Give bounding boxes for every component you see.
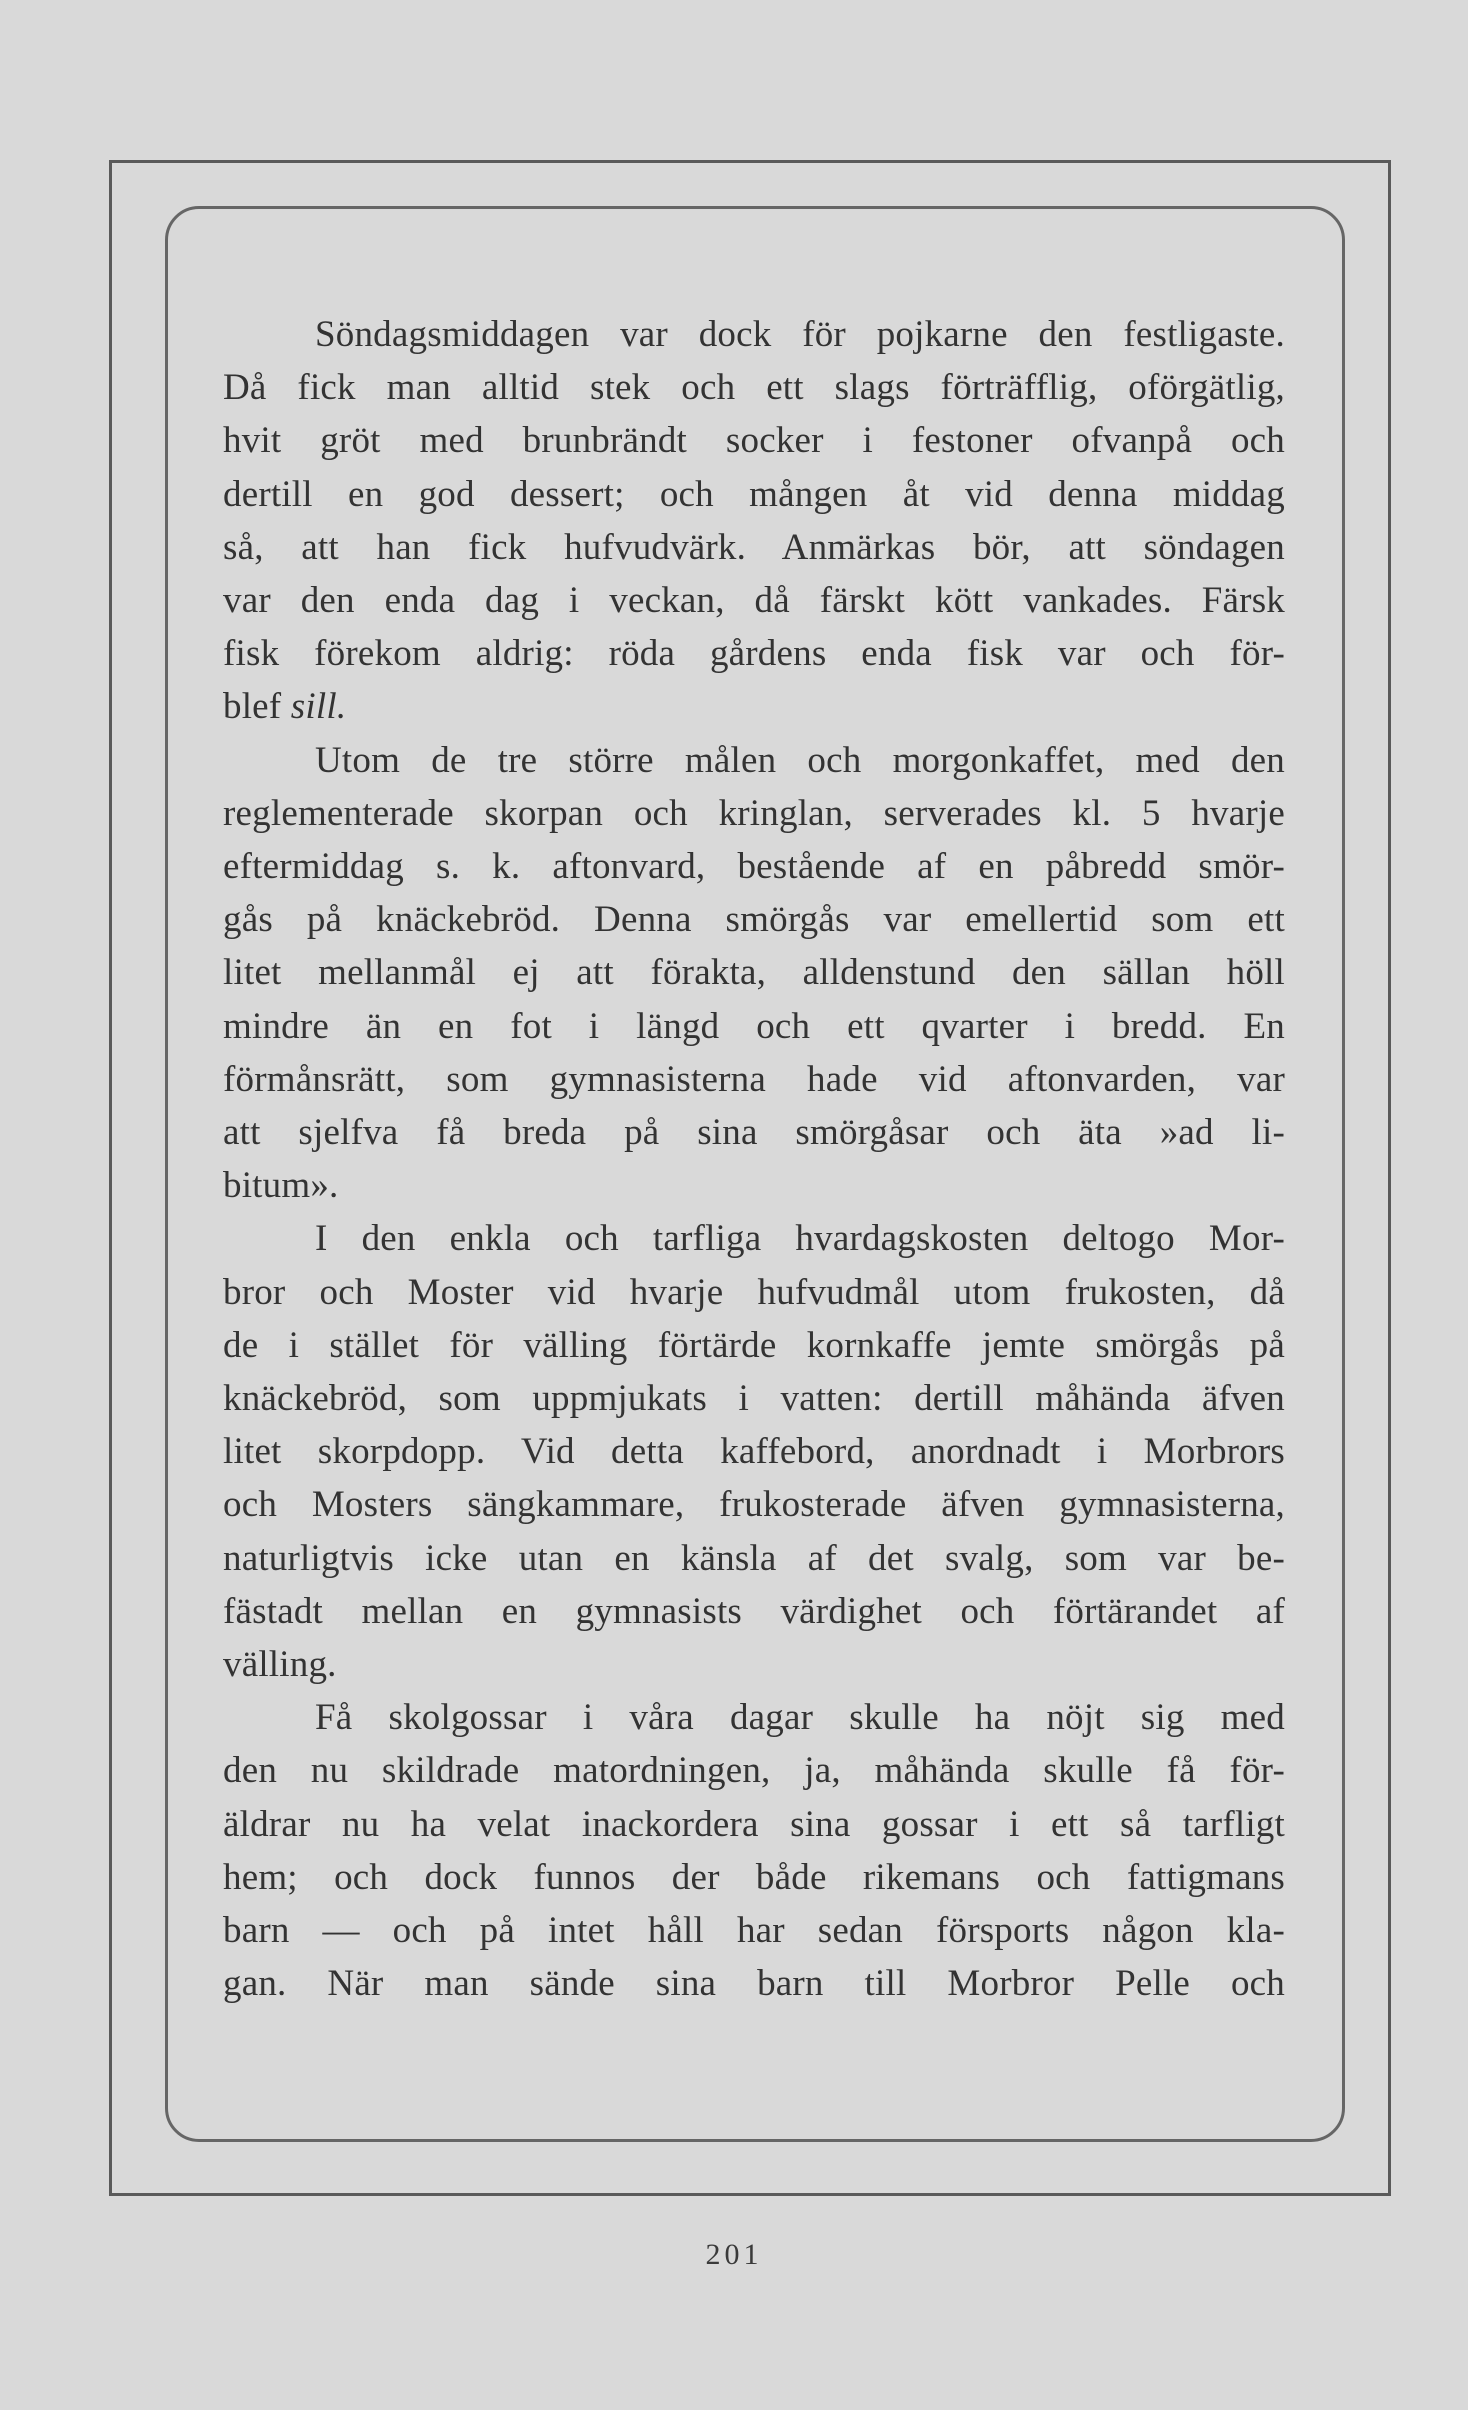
- body-text: [223, 308, 1285, 2011]
- text-line: Då fick man alltid stek och ett slags förträfflig, oförgätlig,: [223, 367, 1285, 409]
- text-line: fisk förekom aldrig: röda gårdens enda fisk var och för-: [223, 633, 1285, 675]
- text-line: äldrar nu ha velat inackordera sina gossar i ett så tarfligt: [223, 1803, 1285, 1845]
- text-line: barn — och på intet håll har sedan försports någon kla-: [223, 1910, 1285, 1952]
- text-line: hvit gröt med brunbrändt socker i festoner ofvanpå och: [223, 420, 1285, 462]
- text-line: fästadt mellan en gymnasists värdighet och förtärandet af: [223, 1590, 1285, 1632]
- text-line: dertill en god dessert; och mången åt vid denna middag: [223, 473, 1285, 515]
- paragraph-4: [223, 1691, 1285, 2010]
- text-line: välling.: [223, 1644, 337, 1686]
- text-line: och Mosters sängkammare, frukosterade äfven gymnasisterna,: [223, 1484, 1285, 1526]
- text-line: Utom de tre större målen och morgonkaffet, med den: [315, 739, 1285, 781]
- text-line: eftermiddag s. k. aftonvard, bestående af en påbredd smör-: [223, 846, 1285, 888]
- page-number: 201: [705, 2238, 763, 2271]
- emphasis-word: sill.: [290, 686, 347, 728]
- text-line: hem; och dock funnos der både rikemans och fattigmans: [223, 1856, 1285, 1898]
- paragraph-3: [223, 1212, 1285, 1691]
- text-line: att sjelfva få breda på sina smörgåsar och äta »ad li-: [223, 1112, 1285, 1154]
- paragraph-1: [223, 308, 1285, 734]
- text-line: förmånsrätt, som gymnasisterna hade vid aftonvarden, var: [223, 1058, 1285, 1100]
- text-line: bror och Moster vid hvarje hufvudmål utom frukosten, då: [223, 1271, 1285, 1313]
- text-line: mindre än en fot i längd och ett qvarter i bredd. En: [223, 1005, 1285, 1047]
- text-line: bitum».: [223, 1165, 339, 1207]
- text-line: den nu skildrade matordningen, ja, måhända skulle få för-: [223, 1750, 1285, 1792]
- text-line: I den enkla och tarfliga hvardagskosten deltogo Mor-: [315, 1218, 1285, 1260]
- text-line: Söndagsmiddagen var dock för pojkarne den festligaste.: [315, 314, 1285, 355]
- text-line: knäckebröd, som uppmjukats i vatten: dertill måhända äfven: [223, 1378, 1285, 1420]
- text-line: gan. När man sände sina barn till Morbror Pelle och: [223, 1963, 1285, 2005]
- text-line: [223, 680, 1285, 733]
- text-line: reglementerade skorpan och kringlan, serverades kl. 5 hvarje: [223, 792, 1285, 834]
- text-line: gås på knäckebröd. Denna smörgås var emellertid som ett: [223, 899, 1285, 941]
- text-line: var den enda dag i veckan, då färskt kött vankades. Färsk: [223, 580, 1285, 622]
- text-line: naturligtvis icke utan en känsla af det svalg, som var be-: [223, 1537, 1285, 1579]
- text-line: Få skolgossar i våra dagar skulle ha nöjt sig med: [315, 1697, 1285, 1739]
- text-line: litet mellanmål ej att förakta, alldenstund den sällan höll: [223, 952, 1285, 994]
- text-line: så, att han fick hufvudvärk. Anmärkas bör, att söndagen: [223, 526, 1285, 568]
- text-line: litet skorpdopp. Vid detta kaffebord, anordnadt i Morbrors: [223, 1431, 1285, 1473]
- text-line: de i stället för välling förtärde kornkaffe jemte smörgås på: [223, 1324, 1285, 1366]
- paragraph-2: [223, 734, 1285, 1213]
- text-fragment: blef: [223, 686, 282, 728]
